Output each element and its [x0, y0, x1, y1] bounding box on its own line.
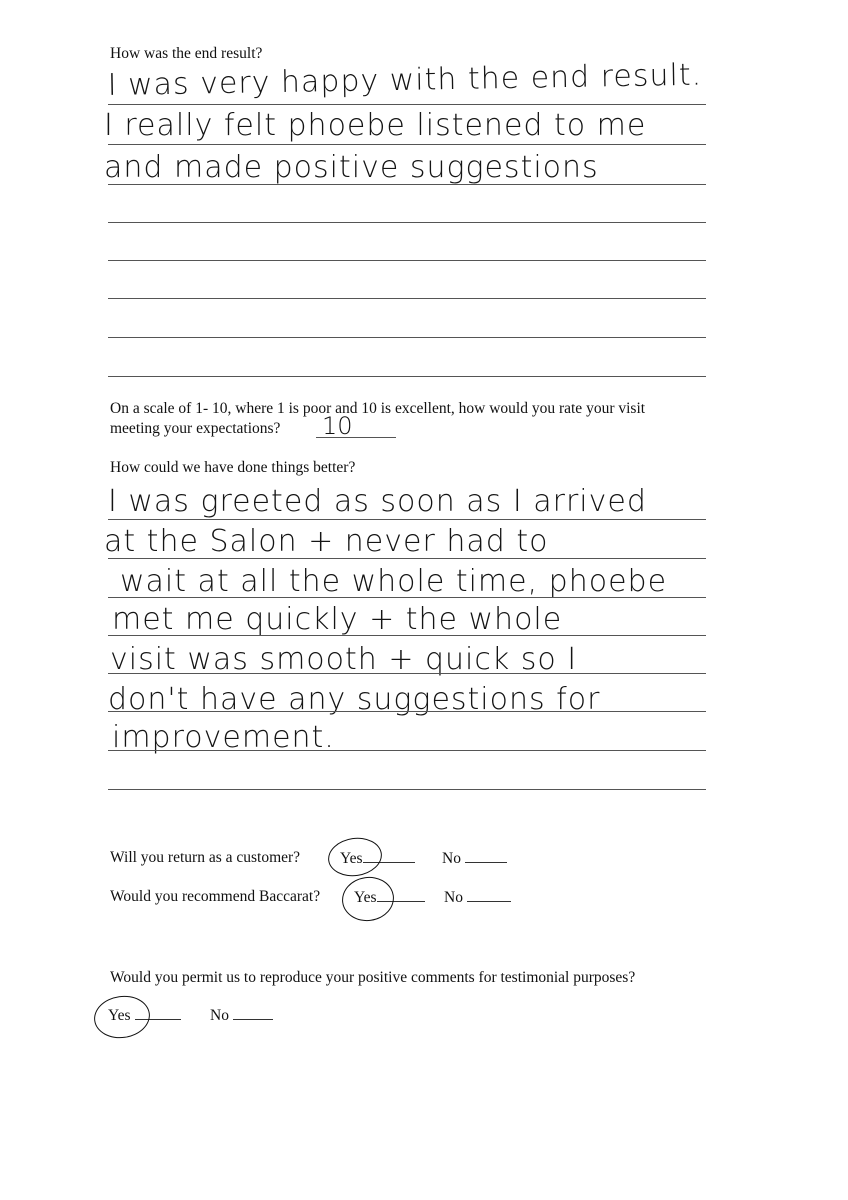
end-result-answer-line-2: I really felt phoebe listened to me	[104, 108, 647, 143]
answer-rule	[108, 519, 706, 520]
end-result-question: How was the end result?	[110, 45, 263, 62]
answer-rule	[108, 184, 706, 185]
answer-rule	[108, 298, 706, 299]
return-no-blank	[465, 848, 507, 863]
rating-question-line-1: On a scale of 1- 10, where 1 is poor and 10 is excellent, how would you rate your visit	[110, 400, 646, 417]
answer-rule	[108, 104, 706, 105]
answer-rule	[108, 789, 706, 790]
improvement-answer-line-3: wait at all the whole time, phoebe	[120, 564, 668, 599]
rating-question-line-2: meeting your expectations?	[110, 420, 281, 437]
answer-rule	[108, 635, 706, 636]
testimonial-no-label: No	[210, 1007, 229, 1024]
recommend-yes-label: Yes	[354, 889, 377, 906]
testimonial-question: Would you permit us to reproduce your positive comments for testimonial purposes?	[110, 969, 636, 986]
rating-value: 10	[322, 412, 353, 440]
end-result-answer-line-1: I was very happy with the end result.	[107, 57, 703, 103]
testimonial-yes-circle	[91, 992, 152, 1041]
answer-rule	[108, 711, 706, 712]
return-no-option[interactable]	[442, 848, 507, 869]
testimonial-no-option[interactable]	[210, 1005, 273, 1026]
return-question	[110, 848, 300, 868]
answer-rule	[108, 673, 706, 674]
return-yes-label: Yes	[340, 850, 363, 867]
rating-blank	[316, 437, 396, 438]
recommend-no-label: No	[444, 889, 463, 906]
answer-rule	[108, 260, 706, 261]
improvement-answer-line-5: visit was smooth + quick so I	[110, 642, 578, 677]
return-no-label: No	[442, 850, 461, 867]
answer-rule	[108, 222, 706, 223]
testimonial-no-blank	[233, 1005, 273, 1020]
improvement-answer-line-7: improvement.	[112, 720, 335, 755]
testimonial-yes-label: Yes	[108, 1007, 131, 1024]
recommend-yes-circle	[339, 874, 397, 925]
improvement-answer-line-2: at the Salon + never had to	[104, 524, 549, 559]
return-yes-circle	[326, 834, 385, 879]
improvement-question: How could we have done things better?	[110, 459, 356, 476]
answer-rule	[108, 750, 706, 751]
improvement-answer-line-1: I was greeted as soon as I arrived	[108, 484, 647, 519]
recommend-question	[110, 887, 320, 907]
answer-rule	[108, 558, 706, 559]
answer-rule	[108, 144, 706, 145]
recommend-no-option[interactable]	[444, 887, 511, 908]
answer-rule	[108, 376, 706, 377]
improvement-answer-line-4: met me quickly + the whole	[112, 602, 563, 637]
answer-rule	[108, 337, 706, 338]
answer-rule	[108, 597, 706, 598]
recommend-question-label: Would you recommend Baccarat?	[110, 888, 321, 905]
return-question-label: Will you return as a customer?	[110, 849, 301, 866]
improvement-answer-line-6: don't have any suggestions for	[108, 682, 601, 717]
end-result-answer-line-3: and made positive suggestions	[104, 150, 599, 185]
recommend-no-blank	[467, 887, 511, 902]
